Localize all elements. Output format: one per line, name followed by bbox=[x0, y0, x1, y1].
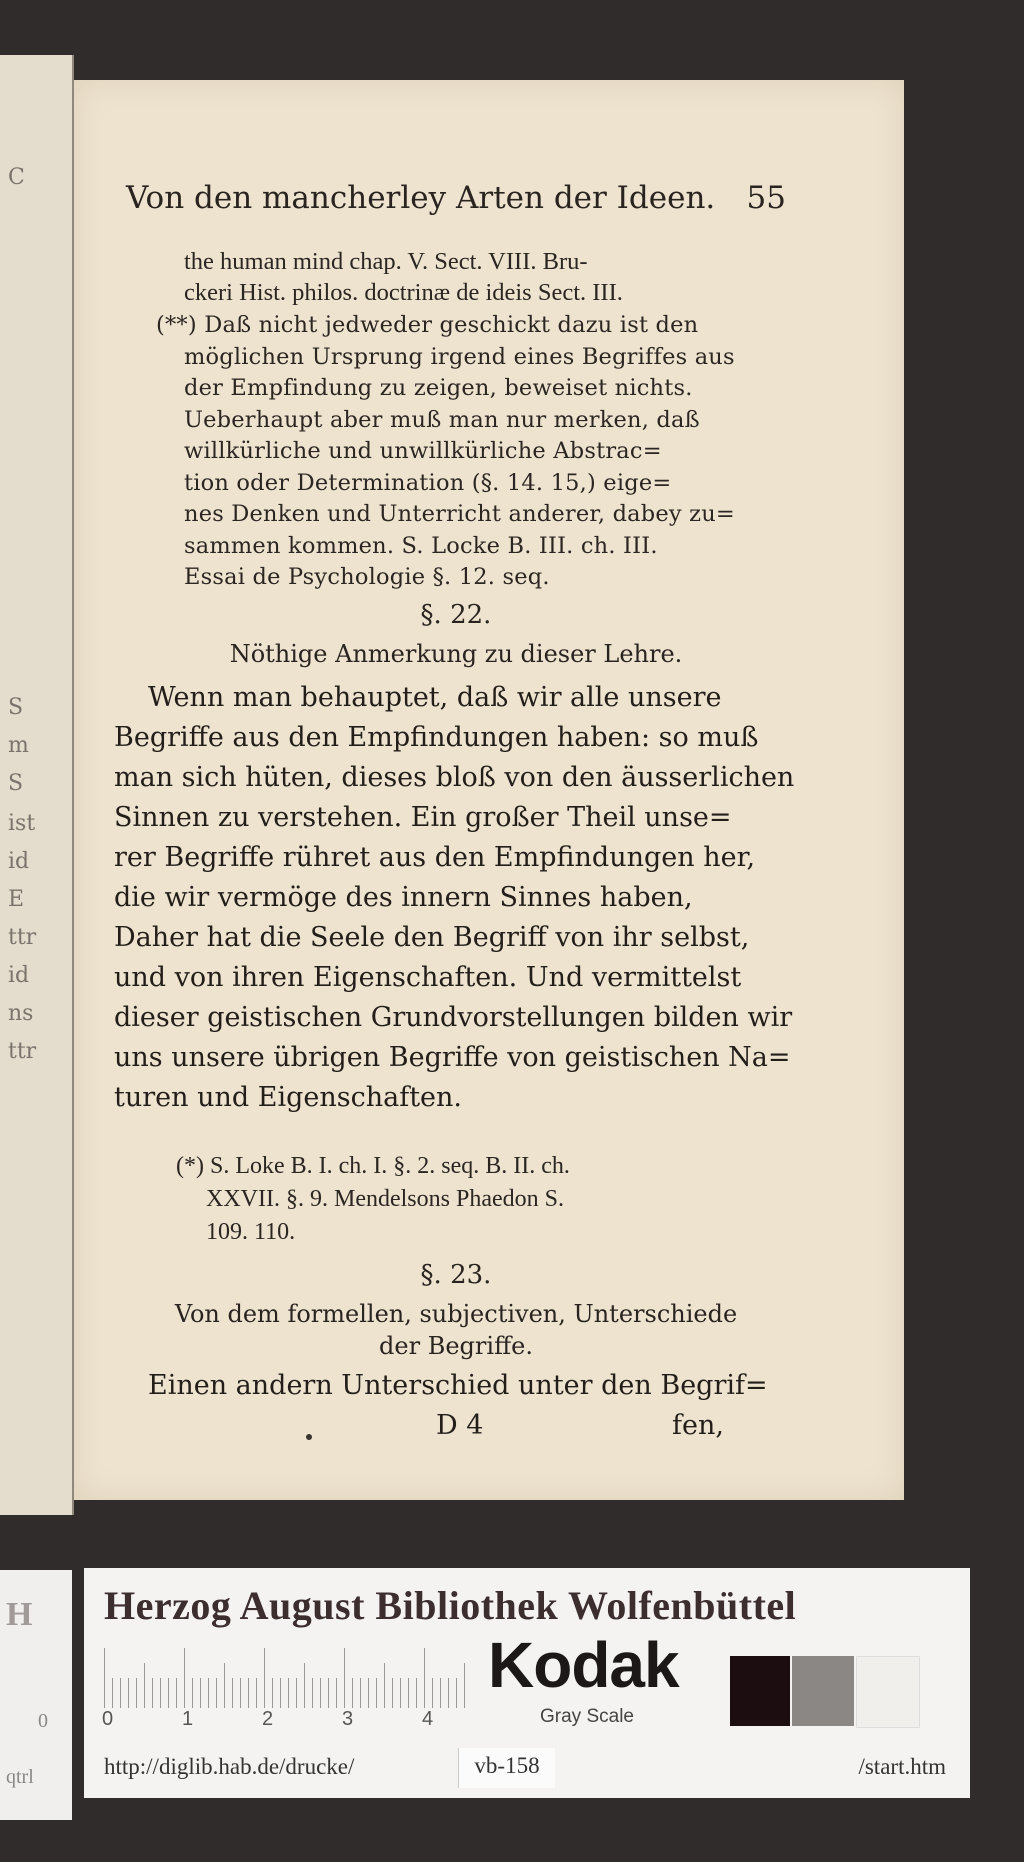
body-line: uns unsere übrigen Begriffe von geistischen Na= bbox=[114, 1042, 791, 1073]
ruler-scale bbox=[104, 1648, 474, 1708]
footnote-line: tion oder Determination (§. 14. 15,) eige= bbox=[184, 469, 672, 496]
ruler-label: 4 bbox=[422, 1708, 434, 1730]
url-suffix: /start.htm bbox=[858, 1754, 946, 1779]
footnote-star bbox=[126, 1150, 786, 1249]
section-sign-23: §. 23. bbox=[420, 1260, 492, 1290]
body-line: Sinnen zu verstehen. Ein großer Theil unse= bbox=[114, 802, 732, 833]
left-fragment: ns bbox=[8, 1001, 34, 1026]
page-number: 55 bbox=[746, 180, 786, 216]
body-line: turen und Eigenschaften. bbox=[114, 1082, 462, 1113]
book-page bbox=[74, 80, 904, 1500]
adjacent-page-left bbox=[0, 55, 74, 1515]
body-line: Begriffe aus den Empfindungen haben: so muß bbox=[114, 722, 759, 753]
gray-swatch-white bbox=[856, 1656, 920, 1728]
running-head-title: Von den mancherley Arten der Ideen. bbox=[126, 180, 716, 216]
signature-mark: D 4 bbox=[436, 1410, 484, 1441]
section-sign-22: §. 22. bbox=[420, 600, 492, 630]
body-line: und von ihren Eigenschaften. Und vermittelst bbox=[114, 962, 742, 993]
left-fragment: ttr bbox=[8, 1039, 37, 1064]
footnote-line: der Empfindung zu zeigen, beweiset nichts. bbox=[184, 375, 693, 401]
body-line: man sich hüten, dieses bloß von den äusserlichen bbox=[114, 762, 795, 793]
left-fragment: ist bbox=[8, 811, 36, 836]
section-22-heading: Nöthige Anmerkung zu dieser Lehre. bbox=[229, 640, 683, 668]
catchword: fen, bbox=[672, 1410, 724, 1441]
body-line: dieser geistischen Grundvorstellungen bilden wir bbox=[114, 1002, 793, 1033]
adjacent-card-strip bbox=[0, 1570, 72, 1820]
footnote-continuation bbox=[126, 246, 786, 308]
footnote-line: ckeri Hist. philos. doctrinæ de ideis Sect. III. bbox=[184, 279, 623, 306]
url-identifier: vb-158 bbox=[458, 1748, 555, 1788]
running-head bbox=[126, 180, 786, 216]
left-fragment: ttr bbox=[8, 925, 37, 950]
body-line: die wir vermöge des innern Sinnes haben, bbox=[114, 882, 693, 913]
footnote-line: 109. 110. bbox=[206, 1219, 296, 1245]
body-line: Daher hat die Seele den Begriff von ihr selbst, bbox=[114, 922, 750, 953]
footnote-line: Ueberhaupt aber muß man nur merken, daß bbox=[184, 406, 700, 433]
left-fragment: id bbox=[8, 963, 30, 988]
ruler-label: 1 bbox=[182, 1708, 194, 1730]
body-line: Wenn man behauptet, daß wir alle unsere bbox=[148, 682, 722, 713]
left-fragment: E bbox=[8, 887, 25, 912]
ruler-labels bbox=[102, 1708, 482, 1738]
footnote-line: möglichen Ursprung irgend eines Begriffes aus bbox=[184, 343, 735, 370]
left-fragment: S bbox=[8, 695, 24, 720]
left-strip-fragment: 0 bbox=[38, 1710, 48, 1732]
gray-swatch-black bbox=[730, 1656, 790, 1726]
ruler-label: 3 bbox=[342, 1708, 354, 1730]
left-fragment: m bbox=[8, 733, 29, 758]
left-fragment: S bbox=[8, 771, 24, 796]
left-fragment: C bbox=[8, 165, 25, 190]
library-name: Herzog August Bibliothek Wolfenbüttel bbox=[104, 1583, 797, 1628]
section-23-first-line: Einen andern Unterschied unter den Begrif= bbox=[148, 1370, 768, 1401]
footnote-double-star bbox=[126, 310, 786, 594]
section-23-heading bbox=[126, 1298, 786, 1362]
section-22-body bbox=[114, 678, 798, 1118]
footnote-line: nes Denken und Unterricht anderer, dabey zu= bbox=[184, 501, 735, 527]
url-base: http://diglib.hab.de/drucke/ bbox=[104, 1754, 355, 1779]
ruler-label: 2 bbox=[262, 1708, 274, 1730]
page-speck bbox=[306, 1434, 312, 1440]
body-line: rer Begriffe rühret aus den Empfindungen her, bbox=[114, 842, 756, 873]
footnote-line: sammen kommen. S. Locke B. III. ch. III. bbox=[184, 532, 658, 559]
gray-scale-label: Gray Scale bbox=[540, 1706, 634, 1727]
left-strip-fragment: qtrl bbox=[6, 1766, 34, 1788]
left-strip-fragment: H bbox=[6, 1596, 33, 1633]
footnote-line: Essai de Psychologie §. 12. seq. bbox=[184, 564, 550, 590]
section-23-heading-line: Von dem formellen, subjectiven, Unterschiede bbox=[174, 1300, 738, 1328]
footnote-line: (**) Daß nicht jedweder geschickt dazu ist den bbox=[156, 312, 699, 338]
kodak-logo: Kodak bbox=[488, 1629, 679, 1701]
footnote-line: XXVII. §. 9. Mendelsons Phaedon S. bbox=[206, 1186, 564, 1212]
footnote-line: (*) S. Loke B. I. ch. I. §. 2. seq. B. II. ch. bbox=[176, 1153, 570, 1179]
footnote-line: the human mind chap. V. Sect. VIII. Bru- bbox=[184, 248, 588, 275]
gray-swatch-mid bbox=[792, 1656, 854, 1726]
scan-target-card bbox=[84, 1568, 970, 1798]
section-23-heading-line: der Begriffe. bbox=[379, 1332, 533, 1360]
footnote-line: willkürliche und unwillkürliche Abstrac= bbox=[184, 438, 662, 464]
left-fragment: id bbox=[8, 849, 30, 874]
ruler-label: 0 bbox=[102, 1708, 114, 1730]
